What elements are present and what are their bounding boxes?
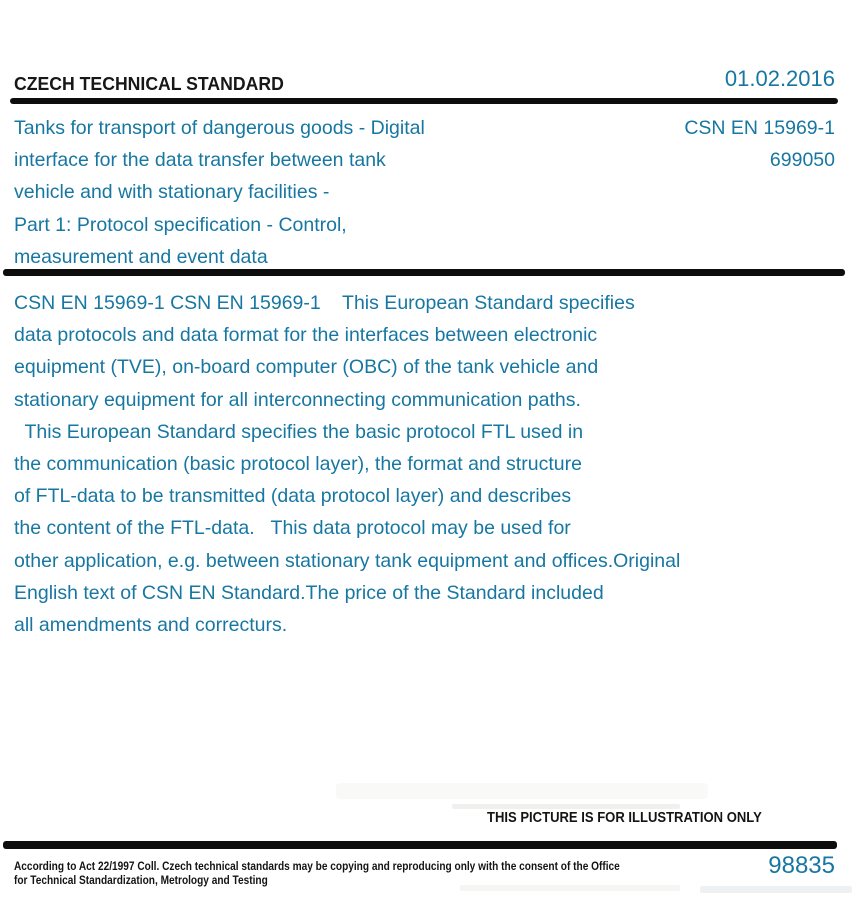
footer-divider xyxy=(3,841,837,849)
standard-title-line: measurement and event data xyxy=(14,245,268,268)
abstract-line: other application, e.g. between stationary tank equipment and offices.Original xyxy=(14,549,681,572)
abstract-line: CSN EN 15969-1 CSN EN 15969-1 This European Standard specifies xyxy=(14,292,635,314)
illustration-only-note: THIS PICTURE IS FOR ILLUSTRATION ONLY xyxy=(487,810,762,826)
standard-title-line: vehicle and with stationary facilities - xyxy=(14,181,330,204)
abstract-line: all amendments and correcturs. xyxy=(14,614,288,637)
standard-abstract xyxy=(14,287,680,641)
abstract-line: the communication (basic protocol layer), the format and structure xyxy=(14,453,582,476)
page-title: CZECH TECHNICAL STANDARD xyxy=(14,74,284,94)
abstract-line: data protocols and data format for the interfaces between electronic xyxy=(14,324,598,347)
abstract-line: the content of the FTL-data. This data protocol may be used for xyxy=(14,517,571,540)
abstract-line: This European Standard specifies the basic protocol FTL used in xyxy=(14,420,584,443)
catalog-number: 98835 xyxy=(768,852,835,879)
faint-watermark-artifact xyxy=(452,804,680,809)
standard-title-line: Part 1: Protocol specification - Control, xyxy=(14,213,347,236)
standard-code: CSN EN 15969-1 xyxy=(684,117,835,139)
standard-title-line: Tanks for transport of dangerous goods - Digital xyxy=(14,117,425,139)
standard-class-number: 699050 xyxy=(769,149,835,172)
copyright-notice xyxy=(14,860,620,888)
standard-title-line: interface for the data transfer between tank xyxy=(14,149,386,172)
standard-title xyxy=(14,112,425,273)
copyright-notice-line: for Technical Standardization, Metrology and Testing xyxy=(14,875,268,887)
header-divider xyxy=(10,98,838,104)
faint-ghost-text-artifact xyxy=(700,886,852,893)
abstract-line: of FTL-data to be transmitted (data protocol layer) and describes xyxy=(14,485,572,508)
abstract-line: equipment (TVE), on-board computer (OBC) of the tank vehicle and xyxy=(14,356,599,379)
standard-references xyxy=(684,112,835,176)
title-divider xyxy=(3,269,845,276)
issue-date: 01.02.2016 xyxy=(724,66,835,91)
abstract-line: stationary equipment for all interconnecting communication paths. xyxy=(14,388,581,411)
abstract-line: English text of CSN EN Standard.The price of the Standard included xyxy=(14,581,604,604)
copyright-notice-line: According to Act 22/1997 Coll. Czech technical standards may be copying and reproducing only with the consent of the Office xyxy=(14,861,620,873)
faint-watermark-artifact xyxy=(336,783,708,799)
